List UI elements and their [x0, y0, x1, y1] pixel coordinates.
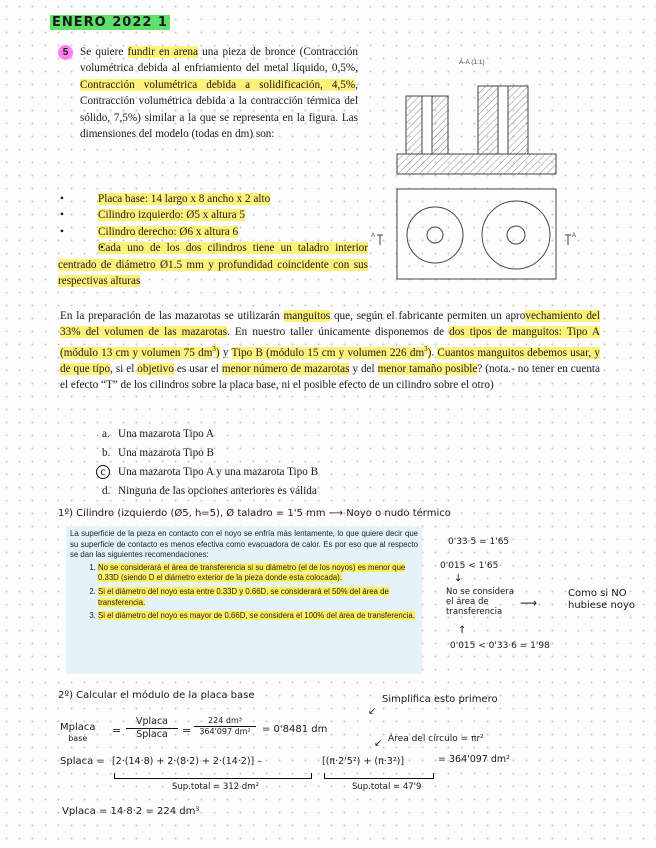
calc-2: 0'015 < 1'65 — [440, 561, 499, 571]
section-marker-right: A — [572, 233, 577, 239]
arrow-icon: ↙ — [368, 706, 377, 717]
arrow-right-icon: ⟶ — [328, 508, 344, 519]
surface-expr-right: [(π·2'5²) + (π·3²)] — [322, 756, 405, 767]
list-item: 3. Si el diámetro del noyo es mayor de 0.66D, se considera el 100% del área de transferencia. — [98, 611, 418, 622]
list-item: • Cada uno de los dos cilindros tiene un taladro interior centrado de diámetro Ø1.5 mm y profundidad coincidente con sus respectivas alturas — [58, 240, 368, 289]
option-b[interactable]: b. Una mazarota Tipo B — [102, 447, 215, 459]
arrow-icon: ↙ — [374, 738, 383, 749]
brace-left — [114, 773, 312, 779]
plan-view — [377, 189, 571, 279]
list-item: • Placa base: 14 largo x 8 ancho x 2 alto — [58, 191, 368, 207]
recommendations-box: La superficie de la pieza en contacto con el noyo se enfría más lentamente, lo que quiere decir que su superficie de contacto es menos efectiva como evacuadora de calor. Es por eso que al respecto se dan las siguientes recomendaciones: 1. No se considerará el área de transferencia si su diámetro (el de los noyos) es menor que 0.33D (siendo D el diámetro exterior de la pieza donde esta colocada). 2. Si el diámetro del noyo esta entre 0.33D y 0.66D, se considerará el 50% del área de transferencia. 3. Si el diámetro del noyo es mayor de 0.66D, se considera el 100% del área de transferencia. — [66, 526, 422, 674]
equals-sign: = — [182, 724, 192, 737]
page-title: ENERO 2022 1 — [52, 15, 168, 30]
selected-answer-circle: c — [96, 465, 110, 479]
calc-1: 0'33·5 = 1'65 — [448, 537, 510, 547]
no-area-note: No se considera el área de transferencia — [446, 587, 514, 617]
circle-area-note: Área del círculo = πr² — [388, 734, 484, 744]
step1-heading: 1º) Cilindro (izquierdo (Ø5, h=5), Ø taladro = 1'5 mm ⟶ Noyo o nudo térmico — [58, 508, 451, 519]
list-item: 2. Si el diámetro del noyo esta entre 0.33D y 0.66D, se considerará el 50% del área de transferencia. — [98, 587, 418, 608]
section-marker-left: A — [371, 233, 376, 239]
option-d[interactable]: d. Ninguna de las opciones anteriores es válida — [102, 485, 317, 497]
surface-result: = 364'097 dm² — [438, 754, 510, 765]
surface-label: Splaca = — [60, 756, 105, 767]
brace-right — [324, 773, 434, 779]
module-fraction-1: Vplaca Splaca — [126, 716, 178, 740]
arrow-up-icon: ↑ — [458, 625, 467, 636]
calc-3: 0'015 < 0'33·6 = 1'98 — [450, 641, 550, 651]
como-si-note: Como si NO hubiese noyo — [568, 588, 635, 611]
dimensions-list — [58, 191, 368, 289]
technical-drawing — [368, 48, 578, 284]
problem-statement: Se quiere fundir en arena una pieza de bronce (Contracción volumétrica debida al enfriamiento del metal líquido, 0,5%, Contracción volumétrica debida a solidificación, 4,5%, Contracción volumétrica debida a la contracción térmica del sólido, 7,5%) similar a la que se representa en la figura. Las dimensiones del modelo (todas en dm) son: — [80, 46, 358, 141]
problem-number: 5 — [58, 45, 73, 60]
option-c-selected[interactable]: c Una mazarota Tipo A y una mazarota Tipo B — [102, 463, 402, 482]
option-a[interactable]: a. Una mazarota Tipo A — [102, 428, 215, 440]
simplify-note: Simplifica esto primero — [382, 694, 498, 705]
equals-sign: = — [112, 724, 122, 737]
list-item: • Cilindro derecho: Ø6 x altura 6 — [58, 224, 368, 240]
surface-expr-left: [2·(14·8) + 2·(8·2) + 2·(14·2)] – — [112, 756, 263, 767]
module-fraction-2: 224 dm³ 364'097 dm² — [194, 716, 256, 736]
answer-options — [102, 425, 402, 501]
step2-heading: 2º) Calcular el módulo de la placa base — [58, 690, 255, 701]
problem-question: En la preparación de las mazarotas se utilizarán manguitos que, según el fabricante permiten un aprovechamiento del 33% del volumen de las mazarotas. En nuestro taller únicamente disponemos de dos tipos de manguitos: Tipo A (módulo 13 cm y volumen 75 $dm^3$) y Tipo B (módulo 15 cm y volumen 226 $dm^3$). Cuantos manguitos debemos usar, y de que tipo, si el objetivo es usar el menor número de mazarotas y del menor tamaño posible? (nota.- no tener en cuenta el efecto “T” de los cilindros sobre la placa base, ni el posible efecto de un cilindro sobre el otro) — [60, 310, 600, 392]
volume-line: Vplaca = 14·8·2 = 224 dm³ — [62, 806, 200, 817]
module-label: Mplaca base — [60, 722, 96, 743]
section-view — [397, 86, 556, 174]
module-result: = 0'8481 dm — [262, 724, 328, 735]
list-item: • Cilindro izquierdo: Ø5 x altura 5 — [58, 207, 368, 223]
section-and-plan-svg — [368, 48, 578, 284]
list-item: 1. No se considerará el área de transferencia si su diámetro (el de los noyos) es menor que 0.33D (siendo D el diámetro exterior de la pieza donde esta colocada). — [98, 563, 418, 584]
section-label: A-A (1:1) — [459, 59, 485, 66]
arrow-right-icon: ⟶ — [520, 596, 538, 610]
sup-total-2: Sup.total = 47'9 — [352, 782, 422, 792]
sup-total-1: Sup.total = 312 dm² — [172, 782, 259, 792]
arrow-down-icon: ↓ — [454, 573, 463, 584]
